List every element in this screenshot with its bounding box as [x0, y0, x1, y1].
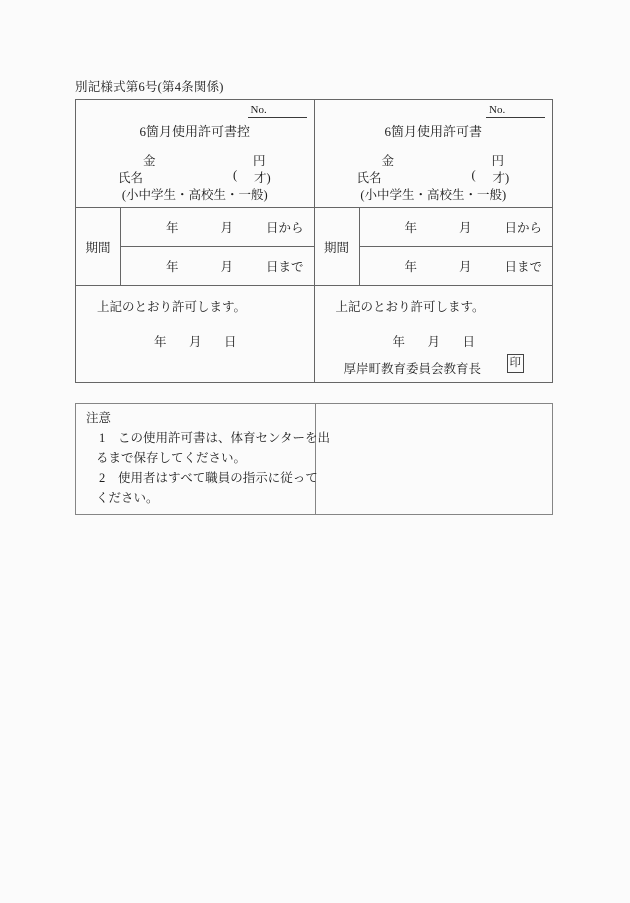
permit-period-from-row [360, 208, 553, 247]
note-item-2-line-2: ください。 [96, 491, 159, 505]
permit-no-field [486, 104, 545, 118]
note-item-1-number: 1 [99, 431, 106, 445]
permit-head-cell [315, 100, 553, 208]
stub-date-year-label: 年 [154, 335, 167, 349]
stub-date-day-label: 日 [224, 335, 237, 349]
permit-to-month-label: 月 [458, 260, 472, 274]
permit-date-year-label: 年 [392, 335, 406, 349]
note-item-2-number: 2 [99, 471, 106, 485]
permit-table [75, 99, 553, 383]
permit-period-to-row [360, 247, 553, 285]
permit-period-section [315, 208, 553, 286]
stub-to-month-label: 月 [220, 260, 233, 274]
stub-from-year-label: 年 [165, 221, 179, 235]
notes-empty-cell [316, 404, 552, 514]
permit-date-month-label: 月 [427, 335, 441, 349]
permit-from-year-label: 年 [404, 221, 417, 235]
stub-no-field [248, 104, 307, 118]
notes-title: 注意 [86, 411, 112, 425]
permit-stub-panel [76, 100, 315, 382]
stub-amount-label: 金 [143, 154, 156, 168]
stub-approval-cell [76, 286, 314, 382]
permit-name-label: 氏名 [356, 171, 382, 185]
stub-to-day-label: 日まで [265, 260, 304, 274]
permit-to-day-label: 日まで [504, 260, 542, 274]
stub-no-label: No. [250, 104, 267, 116]
stub-age-paren-open: ( [233, 168, 238, 182]
note-item-1-line-2: るまで保存してください。 [96, 451, 247, 465]
stub-title: 6箇月使用許可書控 [139, 124, 250, 139]
notes-box [75, 403, 553, 515]
note-item-1-text: この使用許可書は、体育センターを出 [118, 431, 331, 445]
stub-period-to-row [121, 247, 314, 285]
note-item-2-line-1 [86, 468, 318, 488]
permit-title: 6箇月使用許可書 [384, 124, 482, 139]
stub-to-year-label: 年 [165, 260, 179, 274]
note-item-2-text: 使用者はすべて職員の指示に従って [118, 471, 318, 485]
permit-date-day-label: 日 [462, 335, 476, 349]
permit-panel [315, 100, 553, 382]
permit-age-paren-open: ( [471, 168, 476, 182]
note-item-1-line-1 [86, 428, 331, 448]
stub-period-section [76, 208, 314, 286]
stub-approval-text: 上記のとおり許可します。 [97, 300, 247, 314]
permit-to-year-label: 年 [404, 260, 417, 274]
stub-name-label: 氏名 [118, 171, 144, 185]
stub-period-label: 期間 [76, 208, 121, 285]
notes-text-cell [76, 404, 331, 514]
stub-date-month-label: 月 [189, 335, 202, 349]
permit-age-label: 才) [492, 171, 510, 185]
form-caption: 別記様式第6号(第4条関係) [75, 80, 224, 94]
permit-from-day-label: 日から [504, 221, 542, 235]
seal-mark: 印 [507, 354, 525, 373]
permit-signer-title: 厚岸町教育委員会教育長 [343, 362, 482, 376]
permit-period-label: 期間 [315, 208, 360, 285]
permit-approval-text: 上記のとおり許可します。 [335, 300, 485, 314]
stub-from-day-label: 日から [265, 221, 304, 235]
permit-category-options: (小中学生・高校生・一般) [360, 188, 507, 202]
permit-amount-label: 金 [381, 154, 395, 168]
permit-no-label: No. [489, 104, 506, 116]
permit-amount-unit: 円 [491, 154, 505, 168]
stub-period-from-row [121, 208, 314, 247]
stub-period-rows [121, 208, 314, 285]
permit-approval-cell [315, 286, 553, 382]
stub-from-month-label: 月 [220, 221, 233, 235]
permit-period-rows [360, 208, 553, 285]
stub-category-options: (小中学生・高校生・一般) [121, 188, 268, 202]
stub-head-cell [76, 100, 314, 208]
stub-age-label: 才) [254, 171, 271, 185]
permit-from-month-label: 月 [458, 221, 472, 235]
stub-amount-unit: 円 [253, 154, 266, 168]
